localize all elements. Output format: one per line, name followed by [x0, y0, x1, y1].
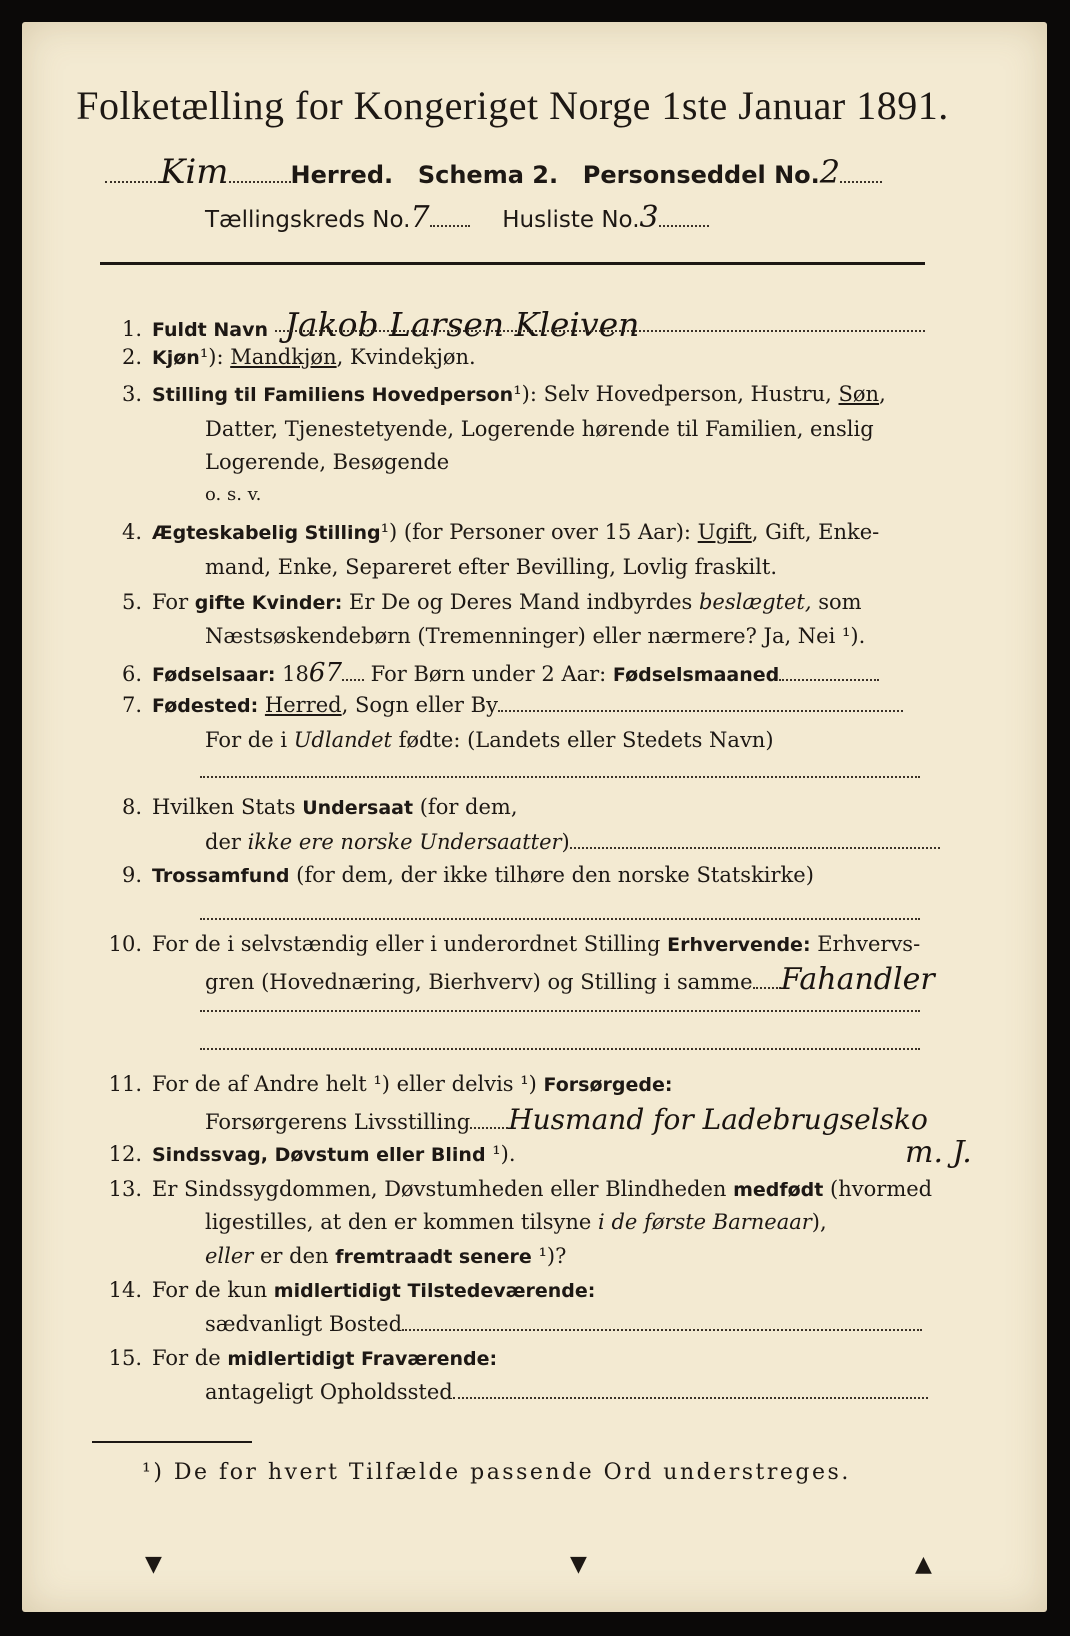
- item-text: Er De og Deres Mand indbyrdes: [342, 590, 699, 614]
- item-text: som: [811, 590, 862, 614]
- footnote-rule: [92, 1441, 252, 1443]
- item-6: [100, 658, 879, 688]
- leader-dots: [430, 225, 470, 227]
- item-5: [100, 590, 862, 614]
- item-label: Fødested:: [152, 695, 259, 717]
- item-label: Fødselsmaaned: [612, 664, 780, 686]
- birth-year-value: 67: [308, 658, 342, 688]
- header-rule: [100, 262, 925, 265]
- item-text: mand, Enke, Separeret efter Bevilling, Lovlig fraskilt.: [205, 555, 778, 579]
- form-title: Folketælling for Kongeriget Norge 1ste Januar 1891.: [76, 83, 949, 128]
- bottom-ornament-right: ▲: [915, 1552, 932, 1577]
- item-label: gifte Kvinder:: [194, 592, 343, 614]
- item-text: Erhvervs-: [810, 932, 921, 956]
- item-text: ¹) (for Personer over 15 Aar):: [380, 520, 698, 544]
- item-text: Udlandet: [293, 728, 392, 752]
- item-text: Datter, Tjenestetyende, Logerende hørende til Familien, enslig: [205, 417, 874, 441]
- item-label: Trossamfund: [152, 865, 290, 887]
- item-number: 1.: [121, 317, 142, 341]
- item-label: Kjøn: [152, 347, 200, 369]
- item-label: Undersaat: [302, 797, 414, 819]
- item-15: [100, 1346, 497, 1370]
- item-10-line2: [205, 962, 935, 997]
- item-text: ¹): Selv Hovedperson, Hustru,: [513, 382, 839, 406]
- item-text: Logerende, Besøgende: [205, 450, 450, 474]
- item-text: (for dem, der ikke tilhøre den norske Statskirke): [289, 863, 814, 887]
- item-1: [100, 305, 639, 344]
- item-text: eller: [205, 1244, 254, 1268]
- item-text: , Gift, Enke-: [751, 520, 880, 544]
- occupation-value: Fahandler: [780, 962, 935, 997]
- item-text: sædvanligt Bosted: [205, 1312, 403, 1336]
- item-14-line2: [205, 1312, 922, 1336]
- item-number: 13.: [108, 1177, 142, 1201]
- item-text: For de kun: [152, 1278, 274, 1302]
- item-text: , Sogn eller By: [341, 693, 498, 717]
- item-number: 12.: [108, 1142, 142, 1166]
- taellingskreds-line: [205, 200, 709, 235]
- leader-dots: [840, 181, 882, 183]
- item-label: Forsørgede:: [543, 1074, 673, 1096]
- item-7: [100, 693, 903, 717]
- leader-dots: [498, 710, 903, 712]
- item-15-line2: [205, 1380, 928, 1404]
- item-13: [100, 1177, 932, 1201]
- item-number: 10.: [108, 932, 142, 956]
- item-text: o. s. v.: [205, 484, 262, 505]
- item-number: 2.: [121, 345, 142, 369]
- leader-dots: [229, 181, 291, 183]
- item-text: ): [561, 830, 570, 854]
- option-ugift: Ugift: [697, 520, 752, 544]
- husliste-label: Husliste No.: [502, 207, 640, 233]
- item-number: 5.: [121, 590, 142, 614]
- option-herred: Herred: [264, 693, 342, 717]
- leader-dots: [470, 1127, 508, 1129]
- option-mandkjon: Mandkjøn: [230, 345, 337, 369]
- provider-occupation-value: Husmand for Ladebrugselsko: [508, 1103, 928, 1136]
- item-text: (hvormed: [823, 1177, 933, 1201]
- personseddel-value: 2: [819, 153, 841, 191]
- item-8: [100, 795, 518, 819]
- item-number: 4.: [121, 520, 142, 544]
- full-name-value: Jakob Larsen Kleiven: [284, 305, 640, 344]
- item-label: midlertidigt Fraværende:: [227, 1348, 498, 1370]
- item-text: ¹)?: [531, 1244, 567, 1268]
- herred-value: Kim: [160, 152, 229, 192]
- item-text: ),: [811, 1210, 827, 1234]
- option-son: Søn: [838, 382, 880, 406]
- item-text: Forsørgerens Livsstilling: [205, 1110, 471, 1134]
- leader-dots: [402, 1329, 922, 1331]
- item-text: For de af Andre helt ¹) eller delvis ¹): [152, 1072, 544, 1096]
- item-number: 3.: [121, 382, 142, 406]
- item-label: medfødt: [733, 1179, 824, 1201]
- leader-dots: [570, 847, 940, 849]
- item-text: For de i: [205, 728, 294, 752]
- item-label: Stilling til Familiens Hovedperson: [152, 384, 514, 406]
- item-text: Hvilken Stats: [152, 795, 303, 819]
- item-label: Fuldt Navn: [152, 319, 269, 341]
- leader-dots: [753, 987, 781, 989]
- provider-occupation-suffix: m. J.: [905, 1135, 972, 1170]
- item-text: ¹).: [485, 1142, 516, 1166]
- bottom-ornament-center: ▼: [570, 1552, 587, 1577]
- item-number: 8.: [121, 795, 142, 819]
- item-number: 6.: [121, 662, 142, 686]
- item-text: antageligt Opholdssted: [205, 1380, 453, 1404]
- item-text: ligestilles, at den er kommen tilsyne: [205, 1210, 599, 1234]
- leader-dots: [105, 181, 160, 183]
- leader-dots: [779, 679, 879, 681]
- item-label: Ægteskabelig Stilling: [152, 522, 381, 544]
- provider-occupation-value-cont: [905, 1135, 972, 1170]
- item-3: [100, 382, 886, 406]
- item-text: 18: [275, 662, 309, 686]
- item-text: ,: [879, 382, 886, 406]
- item-label: Sindssvag, Døvstum eller Blind: [152, 1144, 486, 1166]
- item-label: Erhvervende:: [667, 934, 811, 956]
- item-9: [100, 863, 814, 887]
- item-2: [100, 345, 476, 369]
- leader-dots: [659, 225, 709, 227]
- answer-line: [200, 1048, 920, 1050]
- item-text: ikke ere norske Undersaatter: [247, 830, 562, 854]
- item-number: 7.: [121, 693, 142, 717]
- answer-line: [200, 776, 920, 778]
- taellingskreds-value: 7: [410, 200, 430, 235]
- leader-dots: [342, 679, 364, 681]
- item-7-line2: [205, 728, 774, 752]
- item-number: 14.: [108, 1278, 142, 1302]
- taellingskreds-label: Tællingskreds No.: [205, 207, 411, 233]
- footnote: ¹) De for hvert Tilfælde passende Ord understreges.: [142, 1460, 851, 1485]
- answer-line: [200, 1010, 920, 1012]
- answer-line: [200, 918, 920, 920]
- item-text: er den: [253, 1244, 336, 1268]
- item-text: i de første Barneaar: [598, 1210, 812, 1234]
- item-text: For Børn under 2 Aar:: [364, 662, 613, 686]
- item-text: Er Sindssygdommen, Døvstumheden eller Blindheden: [152, 1177, 734, 1201]
- personseddel-label: Personseddel No.: [582, 161, 820, 189]
- item-text: der: [205, 830, 248, 854]
- item-text: For de i selvstændig eller i underordnet Stilling: [152, 932, 668, 956]
- item-13-line2: [205, 1210, 827, 1234]
- item-text: For: [152, 590, 195, 614]
- item-10: [100, 932, 920, 956]
- item-text: , Kvindekjøn.: [336, 345, 476, 369]
- item-text: (for dem,: [413, 795, 518, 819]
- item-text: beslægtet,: [698, 590, 812, 614]
- item-text: fødte: (Landets eller Stedets Navn): [391, 728, 774, 752]
- item-number: 15.: [108, 1346, 142, 1370]
- item-label: midlertidigt Tilstedeværende:: [273, 1280, 596, 1302]
- item-14: [100, 1278, 595, 1302]
- husliste-value: 3: [639, 200, 659, 235]
- leader-dots: [453, 1397, 928, 1399]
- item-text: ¹):: [199, 345, 231, 369]
- item-8-line2: [205, 830, 940, 854]
- item-number: 11.: [108, 1072, 142, 1096]
- item-12: [100, 1142, 516, 1166]
- herred-line: [105, 152, 882, 192]
- item-label: fremtraadt senere: [335, 1246, 532, 1268]
- item-text: Næstsøskendebørn (Tremenninger) eller nærmere? Ja, Nei ¹).: [205, 624, 866, 648]
- item-13-line3: [205, 1244, 566, 1268]
- bottom-ornament-left: ▼: [145, 1552, 162, 1577]
- item-11-line2: [205, 1103, 928, 1136]
- item-text: gren (Hovednæring, Bierhverv) og Stilling i samme: [205, 970, 753, 994]
- item-4: [100, 520, 879, 544]
- schema-label: Schema 2.: [417, 161, 559, 189]
- item-11: [100, 1072, 672, 1096]
- herred-label: Herred.: [290, 161, 394, 189]
- item-text: For de: [152, 1346, 228, 1370]
- answer-line: [275, 330, 925, 332]
- item-label: Fødselsaar:: [152, 664, 276, 686]
- item-number: 9.: [121, 863, 142, 887]
